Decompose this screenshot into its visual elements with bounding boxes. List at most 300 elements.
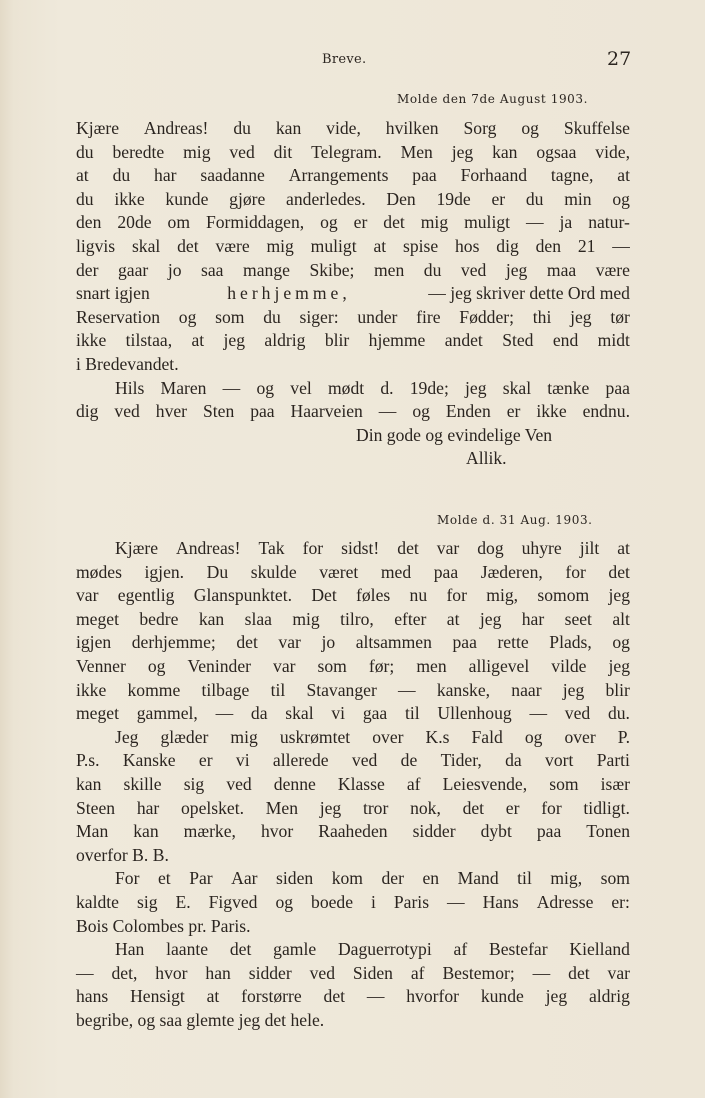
word: vide, [326,118,361,138]
word: til [270,679,286,700]
word: især [600,773,630,794]
word: Arrangements [288,165,389,186]
word: de [400,750,418,771]
word: vide, [595,141,630,162]
word: under [357,306,398,327]
word: Haarveien [290,401,363,422]
word: aldrig [588,986,630,1007]
word: — [76,962,94,983]
word: og [275,891,294,912]
letter1-dateline: Molde den 7de August 1903. [397,92,589,106]
word: sidder [248,962,292,983]
word: det, [111,962,138,983]
text-line [76,537,630,561]
word: Mand [457,868,499,889]
word: Aar [231,868,258,889]
word: efter [394,608,427,629]
word: Andreas! [176,538,241,558]
word: ikke [76,679,107,700]
word: det [462,797,485,818]
word: — [378,401,397,422]
running-header: Breve. [322,52,367,67]
word: Bestemor; [442,962,515,983]
word: har [136,797,160,818]
word: Hensigt [130,986,185,1007]
word: ligvis [76,235,116,256]
word: det [177,235,199,256]
word: paa [452,632,477,653]
word: tror [362,797,389,818]
word: jeg [570,306,592,327]
word: sig [183,773,205,794]
word: paa [250,401,275,422]
word: Fald [471,726,503,747]
word: ja [559,212,573,233]
word: P. [617,726,630,747]
word: denne [273,773,316,794]
word: jeg [319,797,342,818]
word: meget [76,703,119,724]
word: skal [131,235,161,256]
word: paa [433,561,459,582]
text-line [76,679,630,703]
word: hvorfor [406,986,459,1007]
word: Tak [258,538,285,558]
word: er [353,212,368,233]
page-number: 27 [607,48,632,70]
text-line [76,329,630,353]
word: beredte [112,141,165,162]
text-line [76,985,630,1009]
word: for [565,561,586,582]
word: føles [356,585,391,606]
word: at [76,165,89,186]
text-segment: — jeg skriver dette Ord med [428,283,630,304]
word: over [372,726,404,747]
text-line: begribe, og saa glemte jeg det hele. [76,1009,325,1030]
word: og [612,188,630,209]
word: som [215,306,245,327]
word: var [273,655,296,676]
word: paa [412,165,437,186]
word: for [302,538,324,558]
word: at [373,235,387,256]
word: saadanne [200,165,265,186]
word: med [380,561,412,582]
word: Den [386,188,416,209]
word: var [436,538,460,558]
text-line [76,282,630,306]
word: ved [114,401,140,422]
word: Stavanger [306,679,377,700]
word: hjemme [368,330,426,351]
word: skulde [250,561,297,582]
word: Paris [393,891,430,912]
word: — [398,679,416,700]
word: du [76,141,94,162]
word: andet [444,330,483,351]
word: Kjære [115,538,158,558]
word: paa [536,821,562,842]
word: er [505,797,520,818]
word: tilstaa, [125,330,173,351]
word: der [76,259,99,280]
word: vi [331,703,346,724]
word: Kanske [122,750,176,771]
word: var [607,962,630,983]
word: som [600,868,630,889]
text-line [76,584,630,608]
word: min [564,188,592,209]
word: ogsaa [536,141,577,162]
text-line [76,773,630,797]
text-line [76,938,630,962]
word: er [506,401,521,422]
letter1-signature: Allik. [466,448,507,469]
word: end [552,330,579,351]
word: og [521,118,539,138]
word: kunde [165,188,209,209]
text-line [76,377,630,401]
word: kan [133,821,159,842]
word: før; [368,655,395,676]
word: E. [175,891,191,912]
text-line [76,211,630,235]
word: igjen [76,632,112,653]
word: der [381,868,404,889]
word: af [410,962,425,983]
word: kan [76,773,102,794]
word: af [453,939,468,960]
word: mig [183,141,211,162]
letter1-body [76,117,630,471]
word: du. [607,703,630,724]
word: Men [265,797,298,818]
word: kanske, [436,679,491,700]
text-segment: snart igjen [76,283,150,304]
word: 20de [117,212,152,233]
word: det [568,962,590,983]
word: tagne, [550,165,594,186]
word: du [525,188,544,209]
word: Sted [502,330,534,351]
word: jo [321,632,336,653]
word: derhjemme; [131,632,216,653]
word: — [215,703,234,724]
word: og [412,401,430,422]
word: forstørre [241,986,302,1007]
word: har [154,165,177,186]
word: P.s. [76,750,100,771]
text-line [76,702,630,726]
word: Du [206,561,229,582]
word: og [524,726,543,747]
word: Maren [160,377,207,398]
word: er [491,188,506,209]
word: i [371,891,376,912]
word: dig [496,235,519,256]
word: du [233,118,251,138]
word: jeg [223,330,246,351]
word: ved [309,962,336,983]
word: og [320,212,338,233]
word: vilde [551,655,587,676]
word: seet [564,608,592,629]
word: Telegram. [311,141,382,162]
word: er: [611,891,630,912]
text-line [76,631,630,655]
word: tidligt. [583,797,630,818]
word: For [115,868,140,889]
word: jeg [562,679,585,700]
word: Hans [482,891,519,912]
word: er [198,750,213,771]
word: ikke [536,401,567,422]
word: Sorg [463,118,497,138]
word: thi [532,306,552,327]
emphasized-word: herhjemme, [227,283,351,304]
word: paa [605,377,630,398]
word: — [366,986,385,1007]
word: men [416,655,447,676]
word: gaar [118,259,149,280]
word: den [76,212,102,233]
word: du [112,165,131,186]
word: du [263,306,281,327]
word: K.s [425,726,450,747]
word: uhyre [521,538,562,558]
word: somom [537,585,590,606]
word: Jæderen, [480,561,543,582]
word: en [422,868,440,889]
word: jo [167,259,182,280]
word: at [206,986,220,1007]
word: det [323,986,346,1007]
word: mig [230,726,258,747]
text-line [76,117,630,141]
word: Tonen [586,821,630,842]
word: at [191,330,205,351]
word: været [319,561,359,582]
word: du [76,188,94,209]
word: ikke [114,188,145,209]
word: Steen [76,797,116,818]
text-line [76,962,630,986]
word: muligt [310,235,357,256]
word: Venner [76,655,126,676]
word: skille [123,773,162,794]
word: Man [76,821,109,842]
word: kom [331,868,363,889]
word: ved [226,773,252,794]
word: kan [275,118,302,138]
word: for [541,797,562,818]
word: — [222,377,241,398]
text-line [76,749,630,773]
word: Fødder; [459,306,515,327]
word: Skibe; [309,259,355,280]
word: være [215,235,250,256]
word: for [446,585,467,606]
word: endnu. [582,401,630,422]
word: ved [351,750,378,771]
word: vel [290,377,312,398]
word: Tider, [440,750,482,771]
word: muligt [464,212,511,233]
word: jeg [608,585,630,606]
word: Figved [208,891,258,912]
word: har [521,608,545,629]
word: d. [380,377,394,398]
word: nok, [410,797,441,818]
word: Plads, [549,632,592,653]
word: midt [597,330,630,351]
text-line [76,867,630,891]
word: skal [285,703,314,724]
word: ved [229,141,255,162]
text-line [76,235,630,259]
word: boede [311,891,354,912]
word: han [205,962,231,983]
word: ved [460,259,487,280]
word: nu [409,585,428,606]
word: og [147,655,166,676]
word: — [532,962,551,983]
word: kan [492,141,518,162]
word: mange [243,259,290,280]
word: jeg [479,608,502,629]
word: fire [416,306,441,327]
word: til [517,868,532,889]
word: Bestefar [488,939,548,960]
text-line [76,655,630,679]
word: siger: [299,306,339,327]
word: Glanspunktet. [193,585,292,606]
word: ikke [76,330,107,351]
word: jeg [505,259,528,280]
word: det [236,632,258,653]
word: 21 [577,235,596,256]
word: Enden [445,401,491,422]
word: altsammen [355,632,432,653]
word: hvilken [385,118,439,138]
word: Forhaand [460,165,528,186]
word: mødt [327,377,365,398]
word: Det [311,585,337,606]
word: hos [455,235,480,256]
word: sidder [412,821,456,842]
word: det [608,561,630,582]
word: kaldte [76,891,119,912]
text-line: overfor B. B. [76,844,169,865]
word: over [564,726,596,747]
word: egentlig [117,585,175,606]
text-line [76,141,630,165]
word: uskrømtet [279,726,351,747]
text-line [76,891,630,915]
word: jilt [579,538,600,558]
word: alligevel [468,655,530,676]
text-line [76,259,630,283]
word: 19de; [409,377,449,398]
word: mig [420,212,449,233]
word: dybt [480,821,512,842]
word: at [446,608,460,629]
word: Veninder [187,655,251,676]
word: hver [155,401,188,422]
word: aldrig [264,330,306,351]
word: hvor [260,821,294,842]
text-line [76,164,630,188]
word: og [256,377,275,398]
word: jeg [545,986,568,1007]
text-line [76,820,630,844]
word: gamle [273,939,317,960]
word: af [406,773,421,794]
text-line: i Bredevandet. [76,353,179,374]
word: maa [546,259,577,280]
word: kan [198,608,225,629]
word: igjen. [144,561,185,582]
word: — [529,703,548,724]
word: Jeg [115,726,139,747]
word: Hils [115,377,145,398]
word: — [525,212,544,233]
word: spise [402,235,439,256]
word: Adresse [536,891,594,912]
word: laante [166,939,209,960]
letter1-closing: Din gode og evindelige Ven [356,424,553,445]
word: naar [511,679,542,700]
letter2-dateline: Molde d. 31 Aug. 1903. [437,513,593,527]
word: Sten [202,401,235,422]
word: skal [502,377,532,398]
word: Formiddagen, [205,212,305,233]
word: mig, [486,585,519,606]
word: Men [400,141,433,162]
word: vort [545,750,574,771]
word: Siden [352,962,393,983]
word: Skuffelse [563,118,630,138]
text-line [76,797,630,821]
word: jeg [451,141,474,162]
word: mig [266,235,294,256]
word: sidst! [341,538,380,558]
word: det [383,212,405,233]
word: jeg [465,377,487,398]
word: Han [115,939,145,960]
word: tilro, [340,608,374,629]
word: Klasse [337,773,385,794]
word: det [397,538,419,558]
word: meget [76,608,119,629]
word: gaa [362,703,388,724]
word: tør [610,306,630,327]
word: siden [276,868,314,889]
word: Reservation [76,306,161,327]
word: Andreas! [143,118,209,138]
word: — [612,235,630,256]
word: opelsket. [181,797,245,818]
word: mig [292,608,320,629]
word: og [612,632,630,653]
word: at [617,165,630,186]
word: komme [127,679,181,700]
text-line: Bois Colombes pr. Paris. [76,915,251,936]
word: Daguerrotypi [337,939,432,960]
word: da [505,750,522,771]
word: natur- [588,212,630,233]
